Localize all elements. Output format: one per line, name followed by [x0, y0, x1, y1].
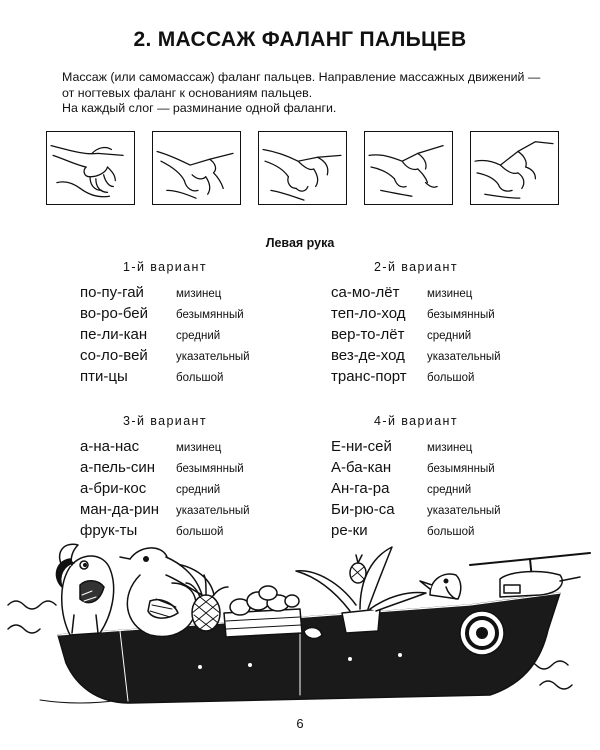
finger-name: большой [176, 372, 224, 384]
syllable-word: Ан-га-ра [331, 480, 390, 497]
syllable-word: а-бри-кос [80, 480, 147, 497]
finger-name: безымянный [176, 309, 244, 321]
syllable-row [331, 438, 561, 459]
finger-name: средний [176, 484, 221, 496]
variant-block [331, 260, 561, 389]
syllable-word: вез-де-ход [331, 347, 405, 364]
syllable-word: во-ро-бей [80, 305, 148, 322]
syllable-row [331, 284, 561, 305]
syllable-word: Е-ни-сей [331, 438, 392, 455]
wave-icon [8, 625, 40, 633]
syllable-row [331, 459, 561, 480]
syllable-word: пе-ли-кан [80, 326, 148, 343]
intro-line-3: На каждый слог — разминание одной фаланги. [62, 101, 337, 115]
finger-name: безымянный [427, 309, 495, 321]
syllable-row [80, 347, 310, 368]
parrot-icon [56, 544, 113, 635]
finger-name: средний [176, 330, 221, 342]
syllable-row [331, 368, 561, 389]
syllable-row [80, 305, 310, 326]
syllable-word: фрук-ты [80, 522, 138, 539]
page-number: 6 [296, 716, 304, 731]
finger-name: мизинец [427, 288, 473, 300]
finger-name: большой [427, 526, 475, 538]
syllable-row [80, 326, 310, 347]
syllable-row [80, 284, 310, 305]
syllable-word: Би-рю-са [331, 501, 395, 518]
finger-name: безымянный [427, 463, 495, 475]
variant-title: 4-й вариант [374, 414, 458, 428]
hand-section-title: Левая рука [265, 236, 335, 250]
syllable-row [331, 501, 561, 522]
hand-massage-icon [258, 131, 347, 205]
finger-name: большой [176, 526, 224, 538]
syllable-row [331, 326, 561, 347]
syllable-word: ман-да-рин [80, 501, 160, 518]
syllable-word: по-пу-гай [80, 284, 144, 301]
syllable-word: со-ло-вей [80, 347, 148, 364]
syllable-row [80, 459, 310, 480]
intro-text [62, 70, 562, 117]
syllable-row [80, 438, 310, 459]
intro-line-1: Массаж (или самомассаж) фаланг пальцев. Направление массажных движений — [62, 70, 541, 84]
syllable-row [331, 305, 561, 326]
wave-icon [8, 601, 56, 609]
syllable-word: са-мо-лёт [331, 284, 400, 301]
variant-title: 2-й вариант [374, 260, 458, 274]
syllable-word: а-на-нас [80, 438, 140, 455]
syllable-row [331, 480, 561, 501]
finger-name: средний [427, 484, 472, 496]
intro-line-2: от ногтевых фаланг к основаниям пальцев. [62, 85, 313, 100]
variant-title: 3-й вариант [123, 414, 207, 428]
hand-massage-icon [364, 131, 453, 205]
variant-title: 1-й вариант [123, 260, 207, 274]
hand-figures [46, 131, 561, 207]
hand-massage-icon [470, 131, 559, 205]
syllable-word: ре-ки [331, 522, 368, 539]
wave-icon [540, 681, 572, 689]
bird-icon [420, 574, 461, 599]
syllable-word: а-пель-син [80, 459, 156, 476]
syllable-row [80, 501, 310, 522]
finger-name: указательный [427, 351, 501, 363]
variant-block [80, 414, 310, 543]
page-title: 2. МАССАЖ ФАЛАНГ ПАЛЬЦЕВ [133, 28, 467, 51]
fruit-crate-icon [224, 586, 322, 638]
syllable-word: транс-порт [331, 368, 407, 385]
finger-name: указательный [176, 351, 250, 363]
hand-massage-icon [46, 131, 135, 205]
ship-illustration [0, 535, 600, 710]
finger-name: мизинец [427, 442, 473, 454]
syllable-word: вер-то-лёт [331, 326, 405, 343]
syllable-row [80, 480, 310, 501]
variant-block [331, 414, 561, 543]
finger-name: мизинец [176, 288, 222, 300]
finger-name: указательный [427, 505, 501, 517]
syllable-word: теп-ло-ход [331, 305, 406, 322]
syllable-row [331, 347, 561, 368]
finger-name: большой [427, 372, 475, 384]
finger-name: безымянный [176, 463, 244, 475]
variant-block [80, 260, 310, 389]
syllable-row [80, 368, 310, 389]
hand-massage-icon [152, 131, 241, 205]
syllable-word: А-ба-кан [331, 459, 392, 476]
finger-name: средний [427, 330, 472, 342]
finger-name: мизинец [176, 442, 222, 454]
helicopter-icon [470, 553, 590, 597]
syllable-word: пти-цы [80, 368, 128, 385]
finger-name: указательный [176, 505, 250, 517]
